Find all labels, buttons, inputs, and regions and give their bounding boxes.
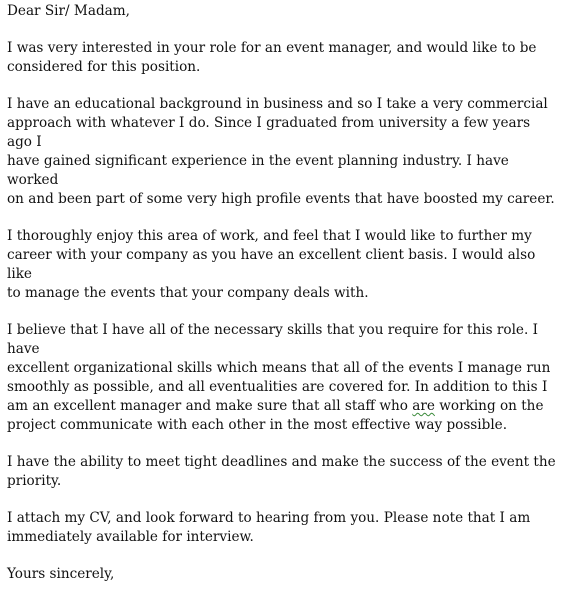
letter-paragraph-deadlines: I have the ability to meet tight deadlines and make the success of the event the priority. — [7, 454, 556, 489]
cover-letter — [7, 2, 559, 602]
skills-text: I believe that I have all of the necessary skills that you require for this role. I have excellent organizational skills which means that all of the events I manage run smoothly as possible, and all eventualities are covered for. In addition to this I am an excellent manager and make sure that all staff who — [7, 322, 551, 414]
letter-greeting: Dear Sir/ Madam, — [7, 3, 130, 19]
skills-text-tail: working on the project communicate with each other in the most effective way possible. — [7, 398, 544, 433]
letter-paragraph-enjoyment: I thoroughly enjoy this area of work, and feel that I would like to further my career with your company as you have an excellent client basis. I would also like to manage the events that your company deals with. — [7, 228, 536, 301]
letter-paragraph-background: I have an educational background in business and so I take a very commercial approach with whatever I do. Since I graduated from university a few years ago I have gained significant experience in the event planning industry. I have worked on and been part of some very high profile events that have boosted my career. — [7, 96, 555, 207]
letter-paragraph-attachment: I attach my CV, and look forward to hearing from you. Please note that I am immediately available for interview. — [7, 510, 531, 545]
letter-paragraph-skills — [7, 321, 559, 435]
letter-paragraph-interest: I was very interested in your role for an event manager, and would like to be considered for this position. — [7, 40, 537, 75]
letter-closing: Yours sincerely, — [7, 566, 115, 582]
grammar-flagged-word[interactable]: are — [412, 398, 435, 414]
